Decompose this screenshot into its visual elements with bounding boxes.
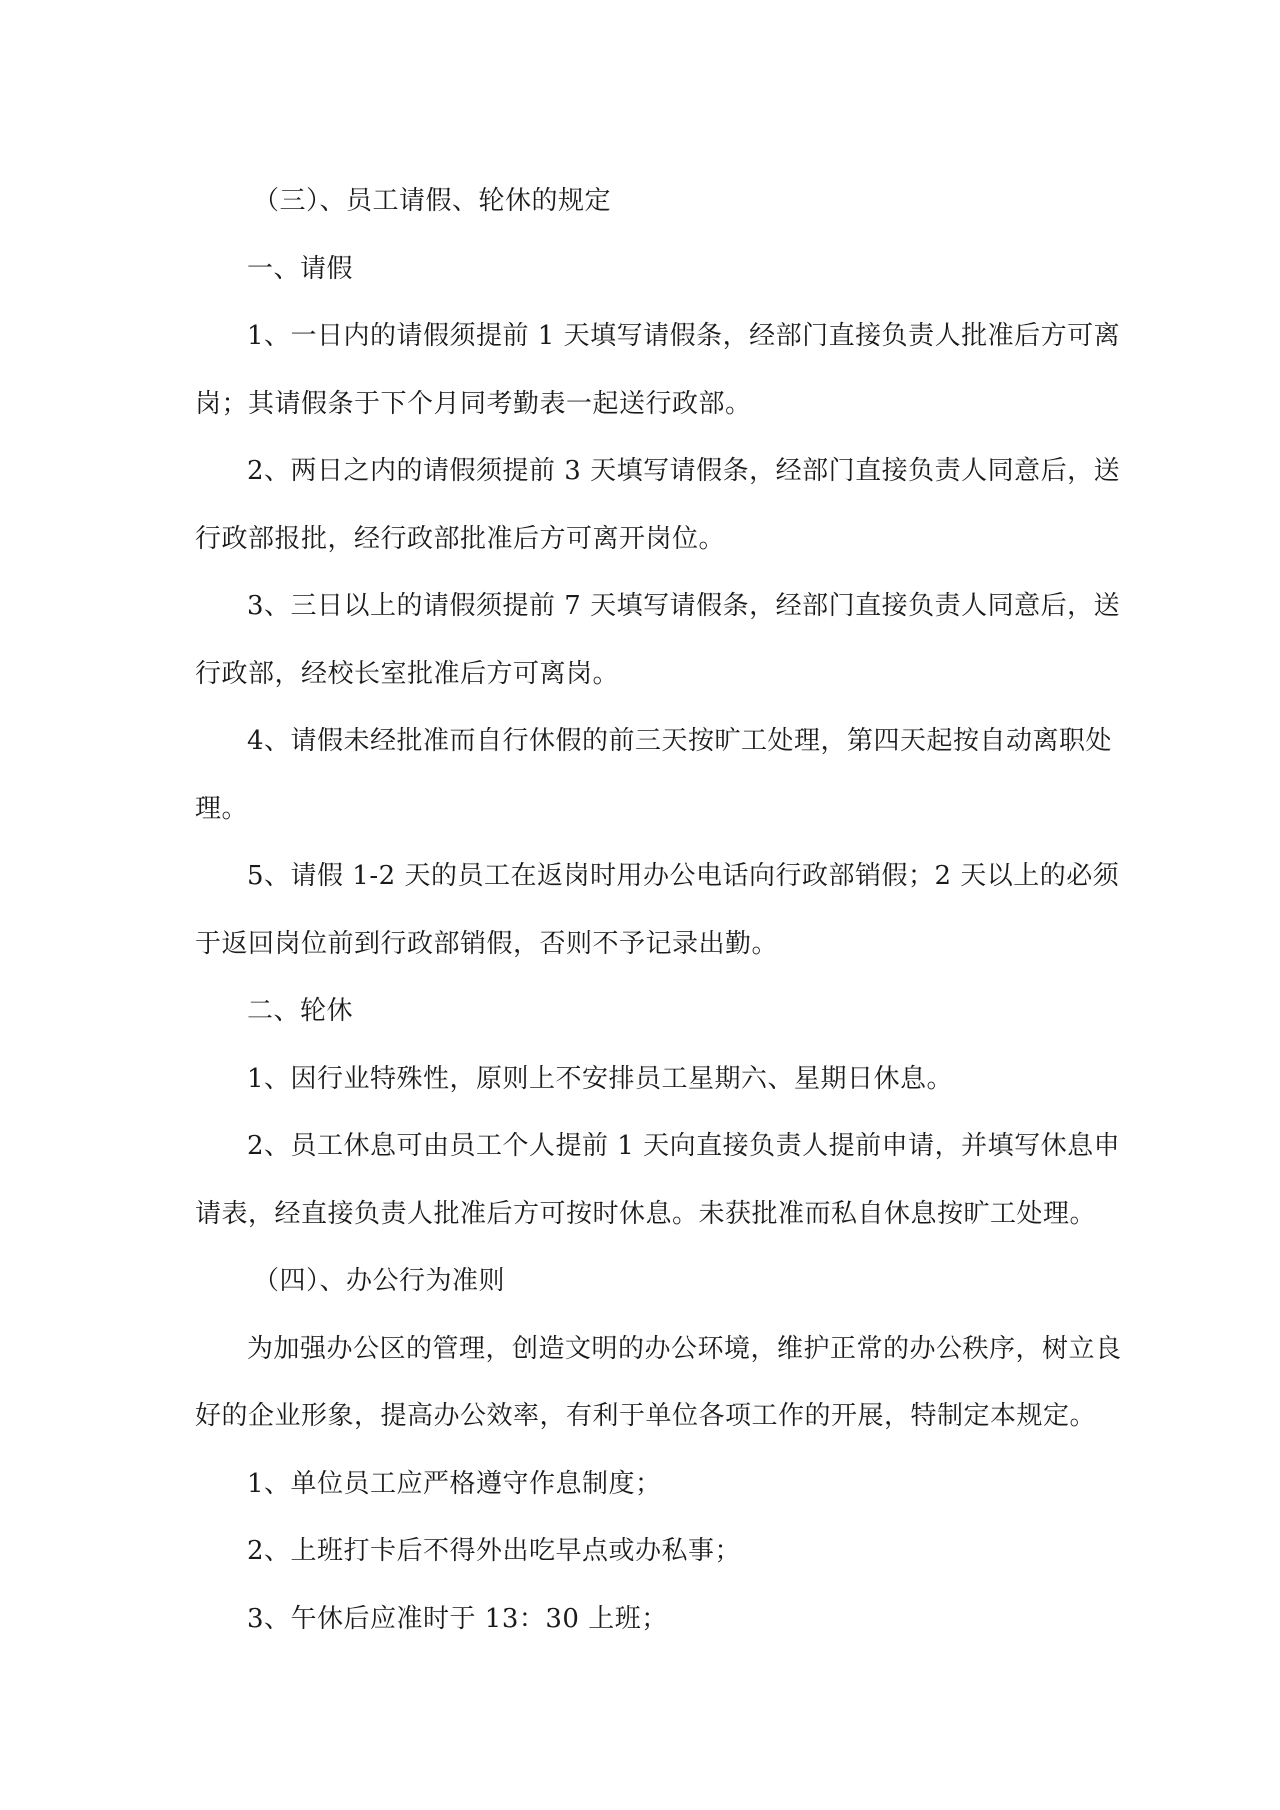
subsection-heading: 一、请假 — [247, 253, 354, 284]
document-page — [195, 168, 1122, 1653]
paragraph-line: 1、一日内的请假须提前 1 天填写请假条，经部门直接负责人批准后方可离 — [247, 321, 1121, 351]
paragraph-line: 行政部，经校长室批准后方可离岗。 — [195, 658, 620, 689]
paragraph-line: 2、员工休息可由员工个人提前 1 天向直接负责人提前申请，并填写休息申 — [247, 1131, 1121, 1161]
paragraph-line: 为加强办公区的管理，创造文明的办公环境，维护正常的办公秩序，树立良 — [247, 1333, 1122, 1364]
paragraph-line: 5、请假 1-2 天的员工在返岗时用办公电话向行政部销假；2 天以上的必须 — [247, 861, 1120, 891]
paragraph-line: 1、单位员工应严格遵守作息制度； — [247, 1468, 662, 1499]
paragraph-line: 好的企业形象，提高办公效率，有利于单位各项工作的开展，特制定本规定。 — [195, 1401, 1097, 1431]
paragraph-line: 3、三日以上的请假须提前 7 天填写请假条，经部门直接负责人同意后，送 — [247, 591, 1121, 621]
section-heading: （三）、员工请假、轮休的规定 — [253, 186, 612, 216]
paragraph-line: 岗；其请假条于下个月同考勤表一起送行政部。 — [195, 388, 752, 419]
paragraph-line: 请表，经直接负责人批准后方可按时休息。未获批准而私自休息按旷工处理。 — [195, 1198, 1097, 1229]
paragraph-line: 于返回岗位前到行政部销假，否则不予记录出勤。 — [195, 928, 779, 959]
paragraph-line: 理。 — [195, 793, 249, 824]
paragraph-line: 4、请假未经批准而自行休假的前三天按旷工处理，第四天起按自动离职处 — [247, 726, 1113, 756]
subsection-heading: 二、轮休 — [247, 996, 354, 1026]
paragraph-line: 3、午休后应准时于 13：30 上班； — [247, 1603, 668, 1634]
paragraph-line: 2、两日之内的请假须提前 3 天填写请假条，经部门直接负责人同意后，送 — [247, 456, 1121, 486]
paragraph-line: 2、上班打卡后不得外出吃早点或办私事； — [247, 1536, 742, 1566]
section-heading: （四）、办公行为准则 — [253, 1266, 506, 1296]
paragraph-line: 行政部报批，经行政部批准后方可离开岗位。 — [195, 523, 726, 554]
paragraph-line: 1、因行业特殊性，原则上不安排员工星期六、星期日休息。 — [247, 1063, 954, 1094]
